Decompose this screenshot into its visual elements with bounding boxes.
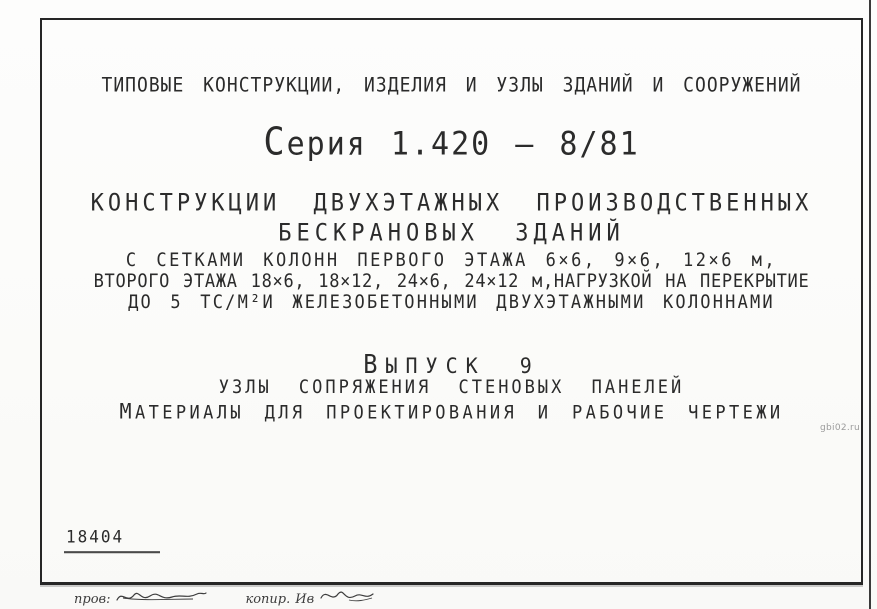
- checker-signature: [115, 587, 207, 607]
- copier-initials: Ив: [295, 592, 315, 607]
- signature-squiggle-icon: [115, 587, 207, 607]
- site-watermark: gbi02.ru: [820, 423, 861, 433]
- issue-contents-line: МАТЕРИАЛЫ ДЛЯ ПРОЕКТИРОВАНИЯ И РАБОЧИЕ ЧЕРТЕЖИ: [119, 398, 784, 424]
- scan-edge-line: [869, 0, 871, 609]
- copier-signature: [319, 587, 375, 607]
- series-number: Серия 1.420 – 8/81: [263, 120, 640, 165]
- checked-by-label: пров:: [74, 592, 111, 607]
- subtitle-line-3: ДО 5 ТС/М²И ЖЕЛЕЗОБЕТОННЫМИ ДВУХЭТАЖНЫМИ КОЛОННАМИ: [128, 292, 775, 314]
- issue-heading: ВЫПУСК 9: [363, 349, 540, 380]
- copied-by-label: копир.: [245, 592, 291, 607]
- inventory-number: 18404: [64, 527, 160, 553]
- signature-squiggle-icon: [319, 587, 375, 607]
- title-line-1: КОНСТРУКЦИИ ДВУХЭТАЖНЫХ ПРОИЗВОДСТВЕННЫХ: [90, 190, 813, 217]
- document-category-line: ТИПОВЫЕ КОНСТРУКЦИИ, ИЗДЕЛИЯ И УЗЛЫ ЗДАНИЙ И СООРУЖЕНИЙ: [101, 74, 802, 97]
- subtitle-line-1: С СЕТКАМИ КОЛОНН ПЕРВОГО ЭТАЖА 6×6, 9×6, 12×6 м,: [125, 250, 778, 272]
- handwritten-footer: [74, 585, 375, 607]
- title-line-2: БЕСКРАНОВЫХ ЗДАНИЙ: [278, 220, 625, 247]
- subtitle-line-2: ВТОРОГО ЭТАЖА 18×6, 18×12, 24×6, 24×12 м,НАГРУЗКОЙ НА ПЕРЕКРЫТИЕ: [93, 271, 810, 293]
- issue-subject-line: УЗЛЫ СОПРЯЖЕНИЯ СТЕНОВЫХ ПАНЕЛЕЙ: [218, 377, 685, 399]
